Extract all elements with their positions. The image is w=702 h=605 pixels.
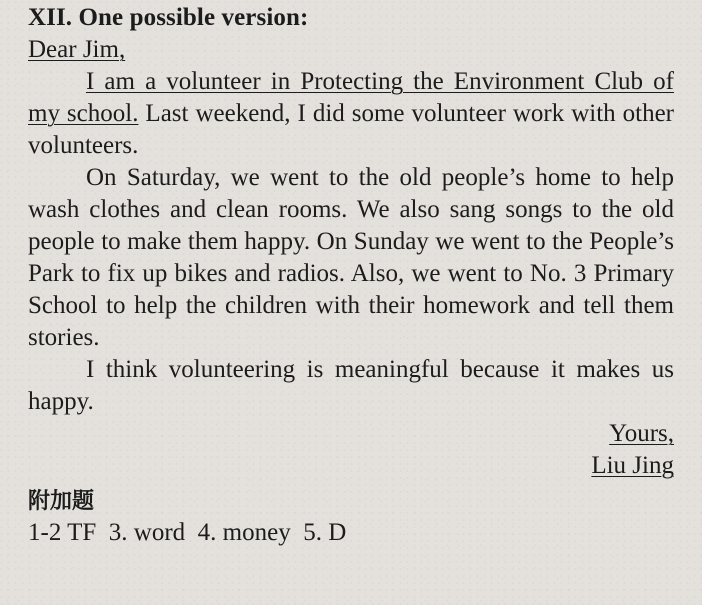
letter-paragraph-3: I think volunteering is meaningful because it makes us happy.	[28, 356, 674, 415]
paragraph-1-underlined: I am a volunteer in Protecting the Environment Club of my school.	[28, 68, 674, 127]
paragraph-1-rest: Last weekend, I did some volunteer work with other volunteers.	[28, 100, 675, 159]
signature-text: Liu Jing	[591, 452, 674, 479]
closing-yours	[28, 418, 674, 450]
letter-salutation	[28, 34, 674, 66]
closing-yours-text: Yours,	[609, 420, 674, 447]
letter-paragraph-1	[28, 66, 674, 162]
bonus-answers: 1-2 TF 3. word 4. money 5. D	[28, 519, 347, 546]
salutation-text: Dear Jim,	[28, 36, 126, 63]
letter-paragraph-2: On Saturday, we went to the old people’s home to help wash clothes and clean rooms. We also sang songs to the old people to make them happy. On Sunday we went to the People’s Park to fix up bikes and radios. Also, we went to No. 3 Primary School to help the children with their homework and tell them stories.	[28, 164, 674, 351]
closing-signature	[28, 450, 674, 482]
section-heading: XII. One possible version:	[28, 4, 309, 31]
bonus-section-title: 附加题	[28, 489, 95, 514]
